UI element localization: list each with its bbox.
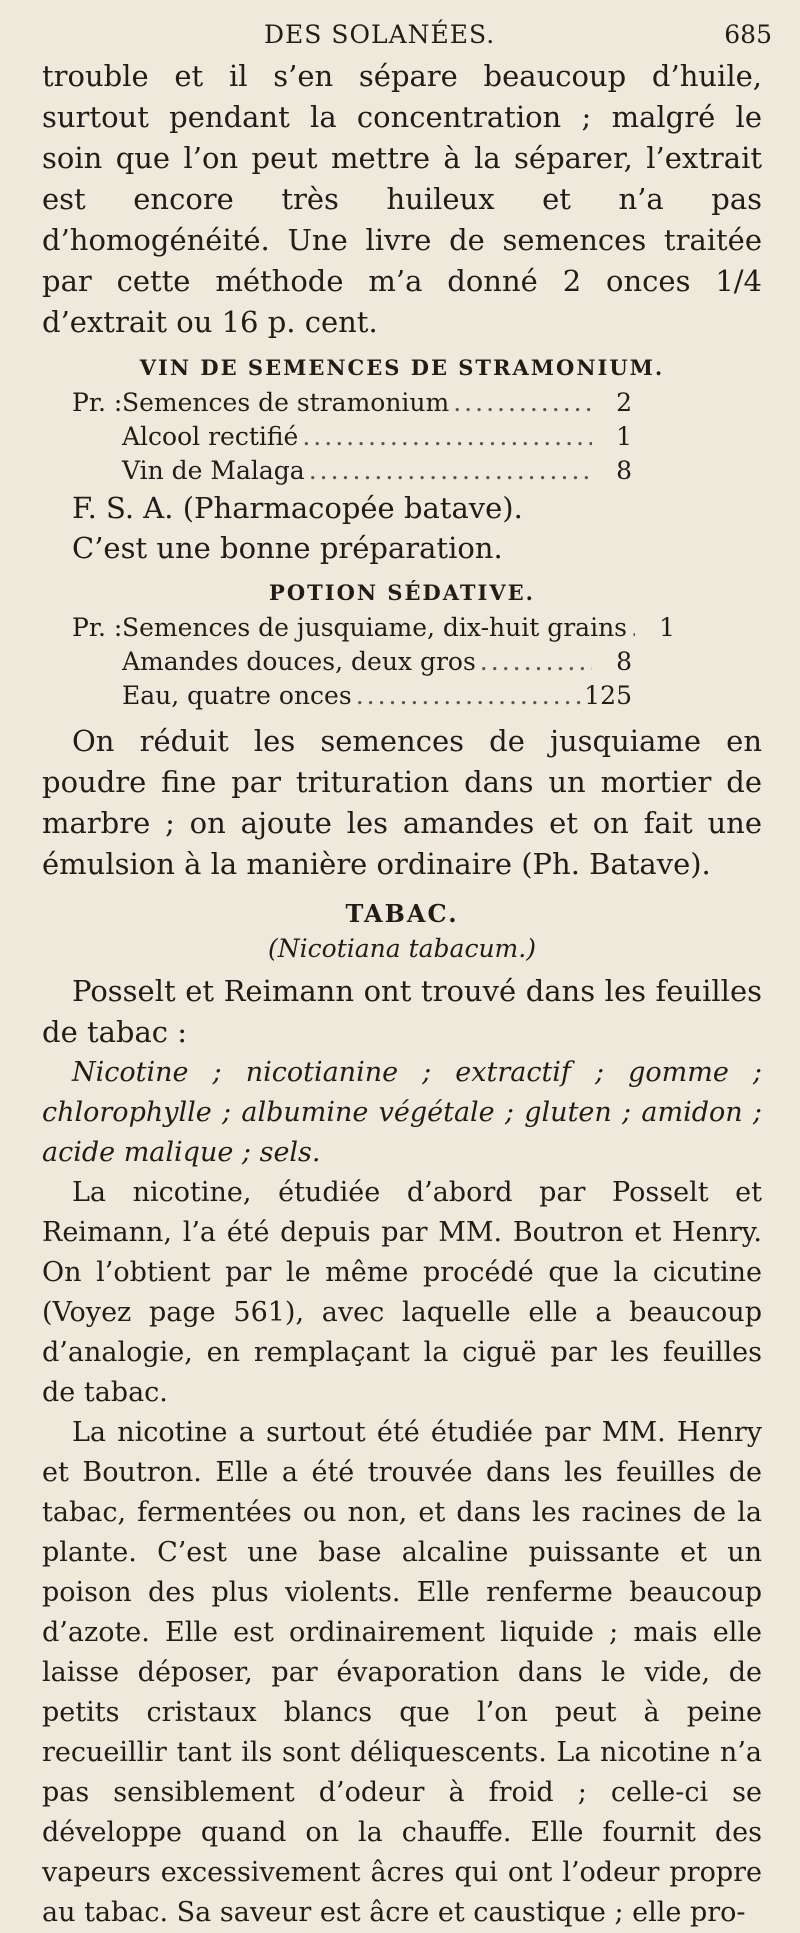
section-subtitle-latin: (Nicotiana tabacum.): [268, 934, 536, 963]
tabac-paragraph-2: La nicotine a surtout été étudiée par MM. Henry et Boutron. Elle a été trouvée dans les feuilles de tabac, fermentées ou non, et dans les racines de la plante. C’est une base alcaline puissante et un poison des plus violents. Elle renferme beaucoup d’azote. Elle est ordinairement liquide ; mais elle laisse déposer, par évaporation dans le vide, de petits cristaux blancs que l’on peut à peine recueillir tant ils sont déliquescents. La nicotine n’a pas sensiblement d’odeur à froid ; celle-ci se développe quand on la chauffe. Elle fournit des vapeurs excessivement âcres qui ont l’odeur propre au tabac. Sa saveur est âcre et caustique ; elle pro-: [42, 1417, 762, 1928]
page-header: [42, 20, 772, 56]
ingredient-quantity: 125: [584, 681, 632, 710]
leader-dots: [352, 679, 585, 713]
recipe-ingredients-potion-sedative: [42, 611, 676, 713]
ingredient-name: Semences de stramonium: [122, 388, 450, 417]
intro-paragraph: trouble et il s’en sépare beaucoup d’huile, surtout pendant la concentration ; malgré le soin que l’on peut mettre à la séparer, l’extrait est encore très huileux et n’a pas d’homogénéité. Une livre de semences traitée par cette méthode m’a donné 2 onces 1/4 d’extrait ou 16 p. cent.: [42, 59, 762, 339]
ingredient-quantity: 2: [616, 388, 632, 417]
ingredient-row: [72, 386, 632, 420]
recipe-method-paragraph: On réduit les semences de jusquiame en poudre fine par trituration dans un mortier de marbre ; on ajoute les amandes et on fait une émulsion à la manière ordinaire (Ph. Batave).: [42, 724, 762, 881]
tabac-components: Nicotine ; nicotianine ; extractif ; gomme ; chlorophylle ; albumine végétale ; gluten ; amidon ; acide malique ; sels.: [42, 1057, 762, 1168]
book-page: [42, 20, 772, 1933]
ingredient-name: Eau, quatre onces: [122, 681, 352, 710]
recipe-ingredients-vin-stramonium: [42, 386, 632, 488]
ingredient-row: [72, 611, 676, 645]
tabac-paragraph-1: La nicotine, étudiée d’abord par Posselt et Reimann, l’a été depuis par MM. Boutron et Henry. On l’obtient par le même procédé que la cicutine (Voyez page 561), avec laquelle elle a beaucoup d’analogie, en remplaçant la ciguë par les feuilles de tabac.: [42, 1177, 762, 1408]
page-number: 685: [724, 20, 772, 49]
ingredient-name: Vin de Malaga: [122, 456, 305, 485]
leader-dots: [298, 420, 592, 454]
ingredient-name: Amandes douces, deux gros: [122, 647, 476, 676]
ingredient-name: Semences de jusquiame, dix-huit grains: [122, 613, 628, 642]
ingredient-row: [72, 645, 632, 679]
prescription-prefix: Pr. :: [72, 388, 123, 417]
running-title: DES SOLANÉES.: [264, 20, 496, 49]
ingredient-row: [72, 420, 632, 454]
ingredient-quantity: 1: [616, 422, 632, 451]
recipe-note: C’est une bonne préparation.: [72, 531, 503, 565]
ingredient-quantity: 8: [616, 647, 632, 676]
prescription-prefix: Pr. :: [72, 613, 123, 642]
leader-dots: [305, 454, 592, 488]
recipe-title-potion-sedative: POTION SÉDATIVE.: [269, 580, 535, 605]
ingredient-quantity: 8: [616, 456, 632, 485]
ingredient-row: [72, 679, 632, 713]
recipe-source: F. S. A. (Pharmacopée batave).: [72, 491, 523, 525]
ingredient-name: Alcool rectifié: [122, 422, 299, 451]
section-title-tabac: TABAC.: [345, 899, 459, 928]
recipe-title-vin-stramonium: VIN DE SEMENCES DE STRAMONIUM.: [139, 355, 665, 380]
ingredient-quantity: 1: [659, 613, 676, 642]
ingredient-row: [72, 454, 632, 488]
tabac-intro: Posselt et Reimann ont trouvé dans les feuilles de tabac :: [42, 974, 762, 1049]
leader-dots: [449, 386, 592, 420]
leader-dots: [627, 611, 635, 645]
leader-dots: [476, 645, 592, 679]
